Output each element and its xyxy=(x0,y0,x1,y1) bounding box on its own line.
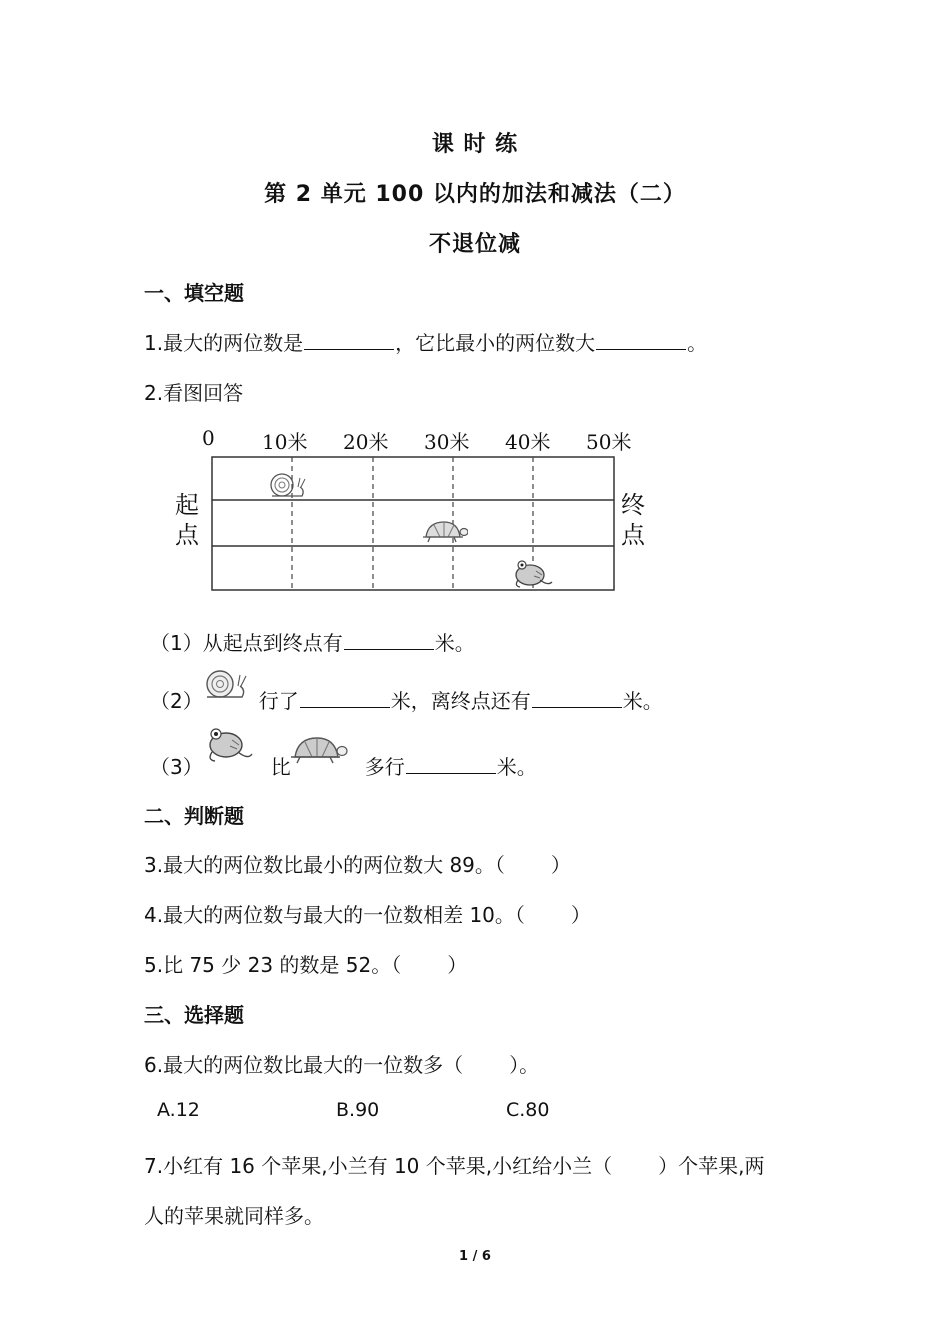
question-4 xyxy=(144,899,591,928)
part-1-text-b: 米。 xyxy=(434,631,475,655)
question-1-text-c: 。 xyxy=(687,331,708,355)
part-2-text-c: 米，离终点还有 xyxy=(390,689,531,713)
question-1-text-b: ，它比最小的两位数大 xyxy=(395,331,596,355)
tick-label: 10米 xyxy=(262,430,308,454)
race-track-grid xyxy=(205,450,625,595)
question-4-text: 4.最大的两位数与最大的一位数相差 10。（ xyxy=(144,903,525,927)
frog-icon xyxy=(510,556,556,590)
question-2-prompt: 2.看图回答 xyxy=(144,381,244,405)
answer-blank[interactable] xyxy=(300,689,390,708)
question-7-line-1 xyxy=(144,1150,764,1179)
question-3-close: ） xyxy=(550,853,571,877)
question-6-text: 6.最大的两位数比最大的一位数多（ xyxy=(144,1053,464,1077)
part-3-text-d: 米。 xyxy=(496,755,537,779)
start-label: 起点 xyxy=(175,491,199,549)
question-6-close: ）。 xyxy=(509,1053,540,1077)
part-3-text-a: （3） xyxy=(150,755,203,779)
turtle-icon xyxy=(420,517,468,545)
part-2-text-a: （2） xyxy=(150,689,203,713)
question-5-text: 5.比 75 少 23 的数是 52。（ xyxy=(144,953,402,977)
answer-blank[interactable] xyxy=(532,689,622,708)
tick-label: 0 xyxy=(202,426,215,450)
page-title: 课 时 练 xyxy=(431,132,519,157)
snail-icon xyxy=(268,470,308,500)
part-1-text-a: （1）从起点到终点有 xyxy=(150,631,343,655)
question-3-text: 3.最大的两位数比最小的两位数大 89。（ xyxy=(144,853,505,877)
question-7-text-b: ）个苹果,两 xyxy=(658,1154,765,1178)
question-7-line-2: 人的苹果就同样多。 xyxy=(144,1204,324,1228)
question-3 xyxy=(144,849,571,878)
tick-label: 40米 xyxy=(505,430,551,454)
answer-blank[interactable] xyxy=(344,631,434,650)
turtle-icon xyxy=(288,733,348,767)
question-1 xyxy=(144,327,707,356)
frog-icon xyxy=(204,723,256,765)
section-true-false: 二、判断题 xyxy=(144,804,244,828)
part-2-text-b: 行了 xyxy=(258,689,299,713)
answer-blank[interactable] xyxy=(596,331,686,350)
option-c[interactable]: C.80 xyxy=(506,1099,550,1121)
option-a[interactable]: A.12 xyxy=(157,1099,200,1121)
tick-label: 30米 xyxy=(424,430,470,454)
question-4-close: ） xyxy=(570,903,591,927)
part-2-text-d: 米。 xyxy=(622,689,663,713)
question-2-part-1 xyxy=(150,627,475,656)
answer-blank[interactable] xyxy=(304,331,394,350)
part-3-text-c: 多行 xyxy=(364,755,405,779)
question-1-text-a: 1.最大的两位数是 xyxy=(144,331,304,355)
question-6 xyxy=(144,1049,539,1078)
option-b[interactable]: B.90 xyxy=(336,1099,380,1121)
section-multiple-choice: 三、选择题 xyxy=(144,1003,244,1027)
answer-blank[interactable] xyxy=(406,755,496,774)
question-7-text-a: 7.小红有 16 个苹果,小兰有 10 个苹果,小红给小兰（ xyxy=(144,1154,613,1178)
question-5 xyxy=(144,949,467,978)
unit-title: 第 2 单元 100 以内的加法和减法（二） xyxy=(264,182,686,207)
lesson-title: 不退位减 xyxy=(428,232,521,257)
tick-label: 20米 xyxy=(343,430,389,454)
snail-icon xyxy=(204,666,250,706)
part-3-text-b: 比 xyxy=(270,755,291,779)
page-number: 1 / 6 xyxy=(459,1249,491,1264)
question-5-close: ） xyxy=(447,953,468,977)
section-fill-blank: 一、填空题 xyxy=(144,281,244,305)
end-label: 终点 xyxy=(621,491,645,549)
tick-label: 50米 xyxy=(586,430,632,454)
